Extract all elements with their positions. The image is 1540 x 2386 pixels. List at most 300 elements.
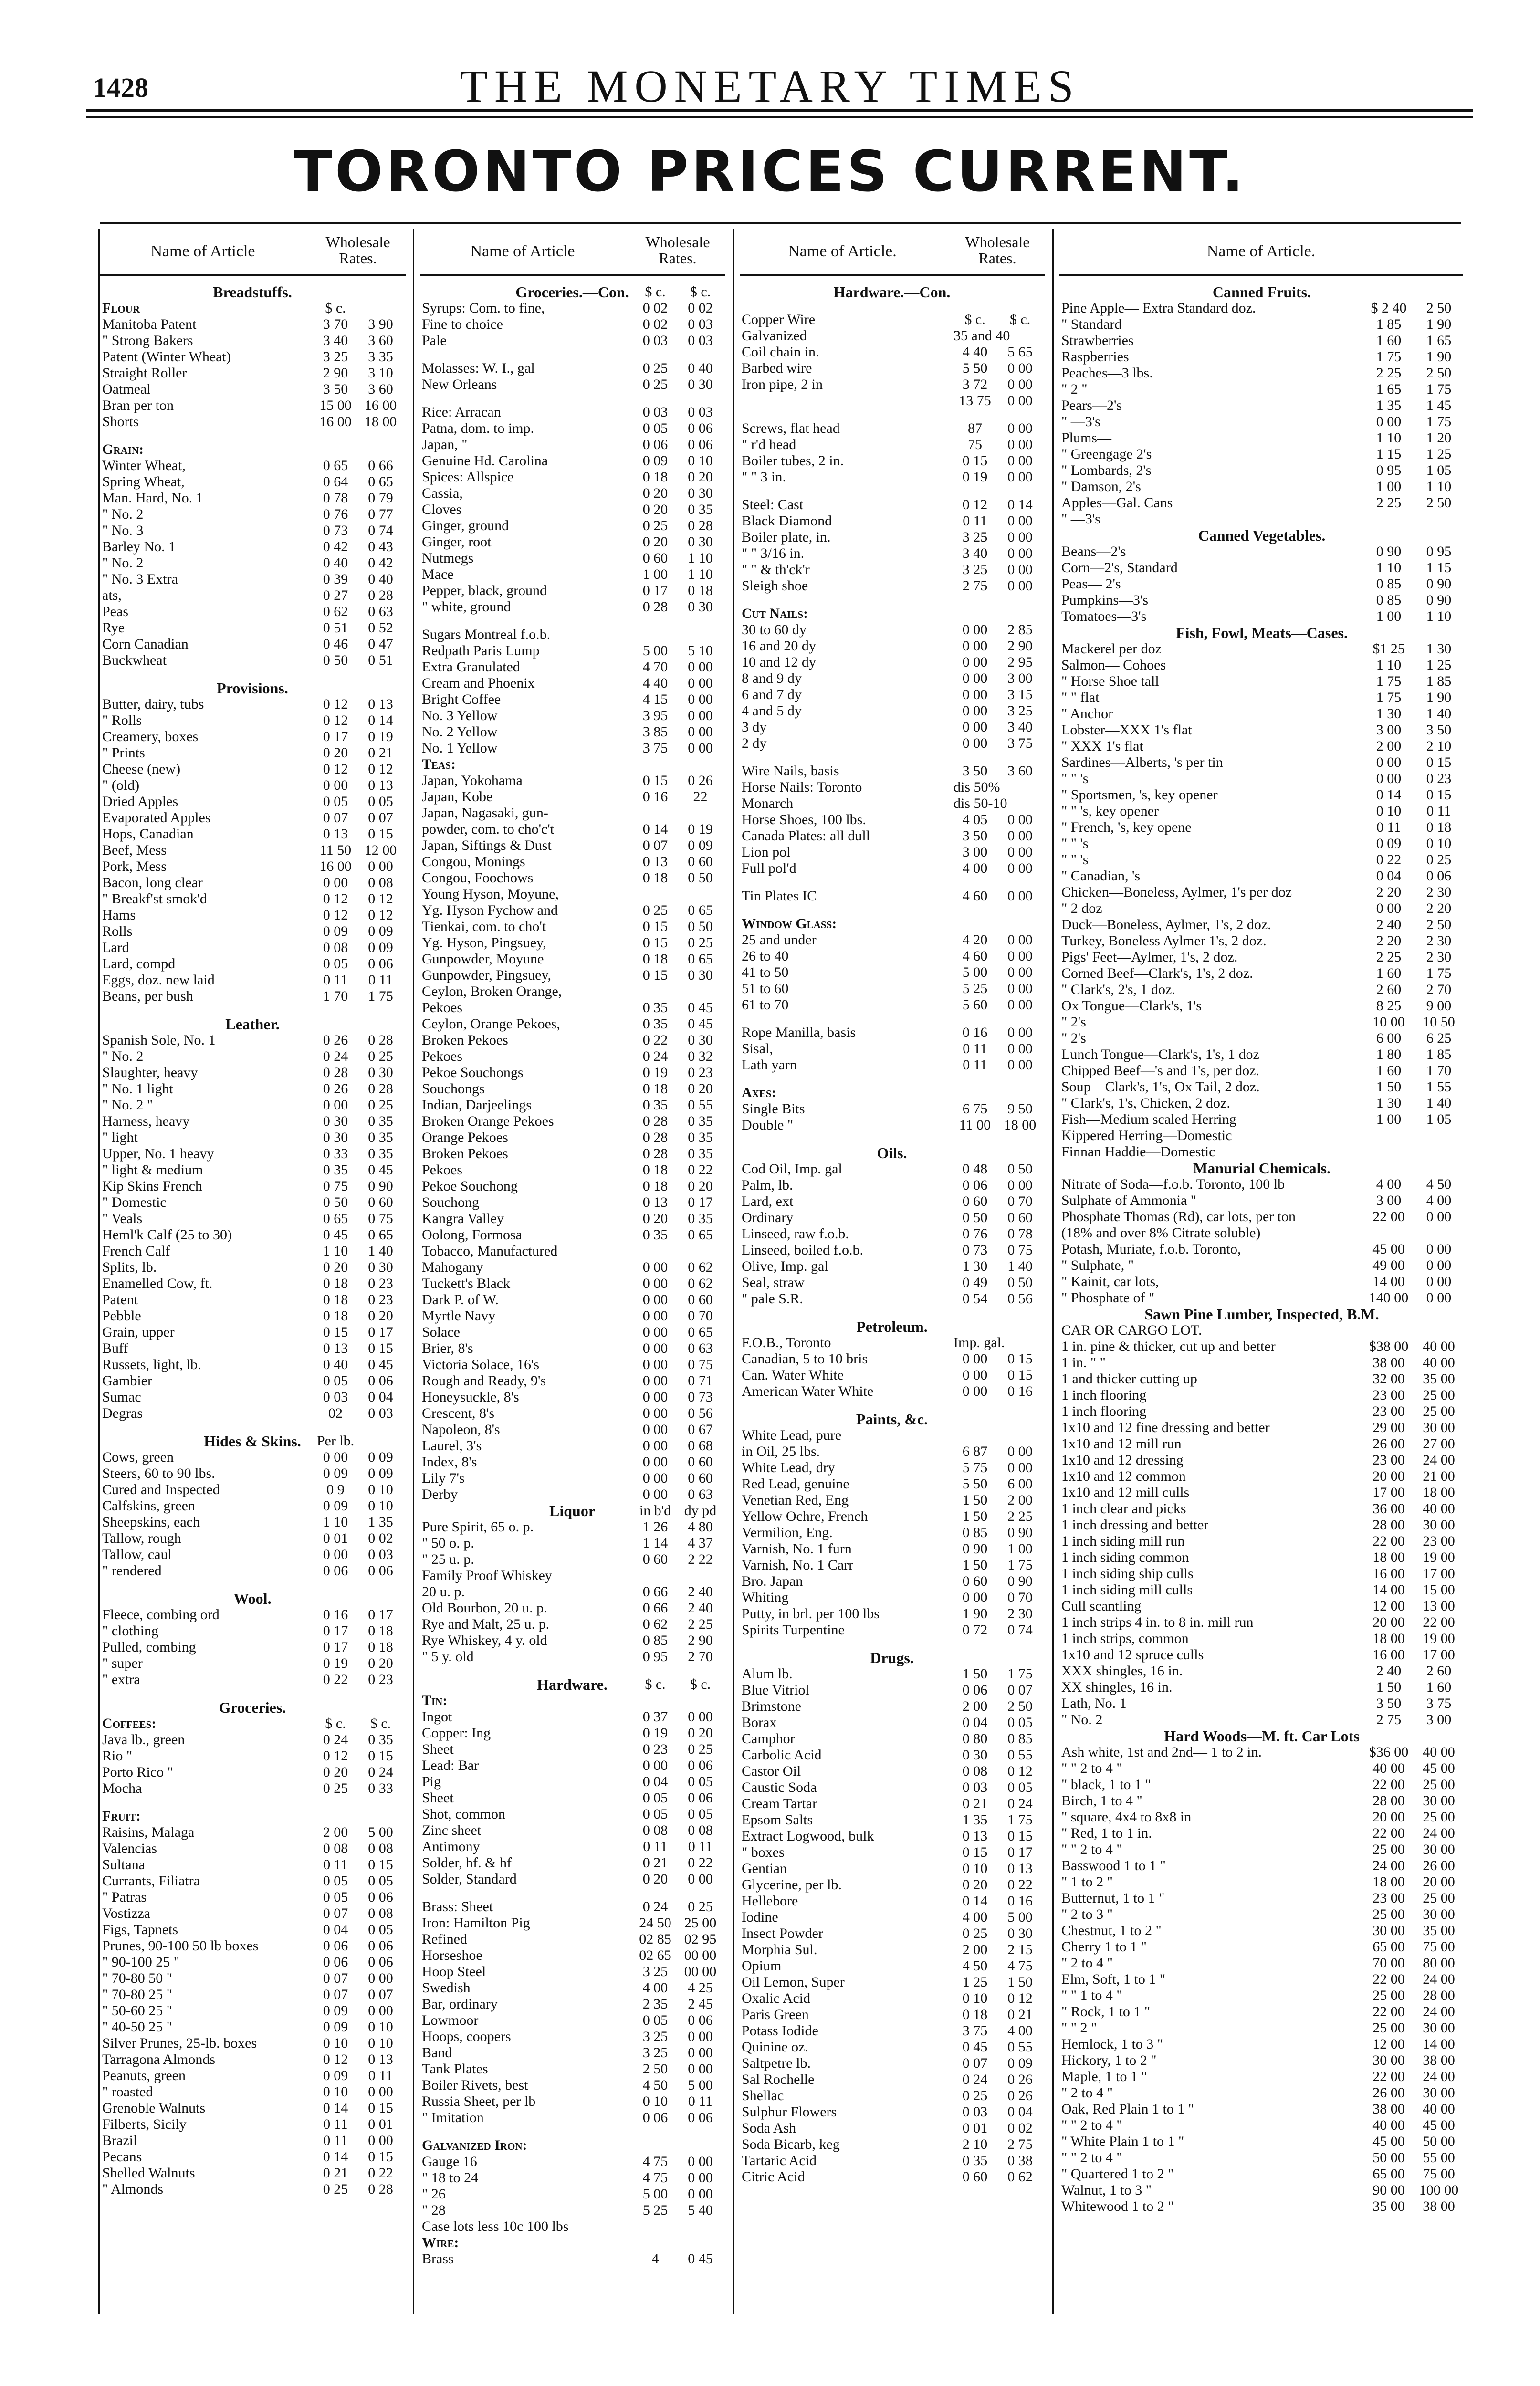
rate-high: 0 03 <box>688 316 713 332</box>
rate-high: 0 05 <box>368 1873 393 1889</box>
rate-high: 0 16 <box>1007 1893 1033 1909</box>
rate-low: 1 30 <box>1376 706 1402 722</box>
rate-high: 0 51 <box>368 652 393 668</box>
rate-low: 0 07 <box>323 1905 348 1921</box>
article-name: Laurel, 3's <box>422 1438 482 1454</box>
rate-high: 0 00 <box>1007 562 1033 577</box>
rate-high: 0 42 <box>368 555 393 571</box>
price-row <box>100 1357 406 1373</box>
rate-low: 0 11 <box>963 1057 987 1073</box>
article-name: Extract Logwood, bulk <box>742 1828 874 1844</box>
article-name: Horse Shoes, 100 lbs. <box>742 812 866 827</box>
rate-high: 2 90 <box>1007 638 1033 654</box>
article-name: 41 to 50 <box>742 964 789 980</box>
article-name: Iodine <box>742 1909 778 1925</box>
price-row <box>420 1871 725 1887</box>
article-name: Buff <box>102 1340 128 1356</box>
rate-high: 0 06 <box>688 1790 713 1806</box>
rate-low: 5 50 <box>962 360 988 376</box>
rate-low: 0 00 <box>642 1292 668 1308</box>
article-name: Cured and Inspected <box>102 1482 220 1497</box>
rate-low: 0 00 <box>642 1470 668 1486</box>
rate-low: 0 37 <box>642 1709 668 1725</box>
rate-low: 0 00 <box>962 735 988 751</box>
rate-high: 0 15 <box>368 826 393 842</box>
price-row <box>740 1335 1045 1351</box>
rate-high: 0 50 <box>1007 1275 1033 1290</box>
price-row <box>100 1563 406 1579</box>
rate-low: 1 10 <box>323 1514 348 1530</box>
rate-low: 0 00 <box>642 1438 668 1454</box>
rate-high: 17 00 <box>1423 1566 1455 1581</box>
price-row <box>420 756 725 773</box>
price-row <box>420 316 725 333</box>
rate-high: 0 20 <box>688 1178 713 1194</box>
price-row <box>100 2051 406 2068</box>
rate-high: 0 67 <box>688 1422 713 1437</box>
rate-high: 0 10 <box>1426 836 1452 851</box>
article-name: Blue Vitriol <box>742 1682 809 1698</box>
rate-low: 0 35 <box>642 1227 668 1243</box>
rate-high: 2 40 <box>688 1584 713 1600</box>
column-header <box>100 229 406 276</box>
price-row <box>420 550 725 566</box>
price-row <box>100 761 406 777</box>
rate-high: 55 00 <box>1423 2150 1455 2166</box>
rate-low: 0 26 <box>323 1081 348 1097</box>
price-row <box>100 636 406 652</box>
article-name: Lead: Bar <box>422 1758 479 1773</box>
price-row <box>740 932 1045 948</box>
rate-low: 0 16 <box>642 789 668 805</box>
rate-high: 100 00 <box>1419 2182 1459 2198</box>
rate-low: 0 23 <box>642 1741 668 1757</box>
price-row <box>420 453 725 469</box>
rate-high: 0 26 <box>688 773 713 788</box>
article-name: Corn Canadian <box>102 636 189 652</box>
rate-high: 3 90 <box>368 316 393 332</box>
rate-high: 0 30 <box>368 1065 393 1080</box>
article-name: Cream and Phoenix <box>422 675 535 691</box>
rate-high: 0 28 <box>368 1081 393 1097</box>
article-name: Sugars Montreal f.o.b. <box>422 627 551 642</box>
article-name: Provisions. <box>217 680 288 696</box>
rate-low: 25 00 <box>1372 2020 1405 2036</box>
rate-high: 0 06 <box>688 2110 713 2125</box>
rate-high: 0 00 <box>1007 997 1033 1013</box>
price-row <box>100 712 406 729</box>
price-row <box>100 1065 406 1081</box>
price-row <box>740 529 1045 545</box>
price-row <box>740 1525 1045 1541</box>
article-name: " Imitation <box>422 2110 484 2125</box>
rate-low: 20 00 <box>1372 1809 1405 1825</box>
rate-low: 1 35 <box>1376 398 1402 413</box>
article-name: Tallow, rough <box>102 1530 181 1546</box>
price-row <box>420 1709 725 1725</box>
rate-low: 0 06 <box>642 2110 668 2125</box>
rate-high: 0 24 <box>368 1764 393 1780</box>
article-name: Cloves <box>422 502 462 517</box>
price-row <box>420 1065 725 1081</box>
rate-high: 0 25 <box>368 1097 393 1113</box>
article-name: Soda Ash <box>742 2120 796 2136</box>
rate-low: 0 09 <box>323 2019 348 2035</box>
article-name: " " 's <box>1061 852 1089 868</box>
rate-low: 38 00 <box>1372 2101 1405 2117</box>
price-row <box>420 1822 725 1839</box>
article-name: 30 to 60 dy <box>742 622 807 638</box>
rate-high: 30 00 <box>1423 1517 1455 1533</box>
section-heading <box>100 1433 406 1449</box>
article-name: Prunes, 90-100 50 lb boxes <box>102 1938 259 1954</box>
rate-low: 2 75 <box>962 578 988 594</box>
price-row <box>420 1211 725 1227</box>
rate-low: $1 25 <box>1372 641 1405 657</box>
rate-high: 0 12 <box>368 761 393 777</box>
rate-low: 0 10 <box>323 2084 348 2100</box>
rate-high: 1 45 <box>1426 398 1452 413</box>
article-name: ats, <box>102 587 122 603</box>
price-row <box>420 2077 725 2093</box>
article-name: Evaporated Apples <box>102 810 211 826</box>
rate-high: 0 21 <box>368 745 393 761</box>
rate-low: 02 <box>328 1405 343 1421</box>
rate-high: 0 02 <box>1007 2120 1033 2136</box>
rate-high: 0 30 <box>368 1259 393 1275</box>
rate-high: 0 35 <box>688 1113 713 1129</box>
rate-high: 2 30 <box>1426 949 1452 965</box>
article-name: Iron pipe, 2 in <box>742 377 823 392</box>
article-name: 2 dy <box>742 735 767 751</box>
rate-high: 2 40 <box>688 1600 713 1616</box>
article-name: Brimstone <box>742 1698 801 1714</box>
rate-high: 0 07 <box>368 810 393 826</box>
rate-low: 0 85 <box>642 1633 668 1648</box>
rate-high: 0 09 <box>1007 2055 1033 2071</box>
article-name: Kip Skins French <box>102 1178 202 1194</box>
article-name: Finnan Haddie—Domestic <box>1061 1144 1215 1160</box>
price-row <box>100 1780 406 1797</box>
rate-low: 0 9 <box>326 1482 345 1497</box>
rate-low: 1 00 <box>1376 1111 1402 1127</box>
rate-high: 0 06 <box>688 437 713 452</box>
article-name: Sisal, <box>742 1041 773 1057</box>
rate-high: 3 10 <box>368 365 393 381</box>
rate-low: 0 45 <box>323 1227 348 1243</box>
rate-low: 36 00 <box>1372 1501 1405 1517</box>
rate-high: 0 28 <box>688 518 713 534</box>
price-row <box>740 1383 1045 1400</box>
rate-low: 0 05 <box>323 1889 348 1905</box>
rate-high: 0 18 <box>1426 819 1452 835</box>
article-name: Congou, Monings <box>422 854 525 869</box>
article-name: Japan, Yokohama <box>422 773 523 788</box>
rate-low: 2 00 <box>962 1698 988 1714</box>
price-row <box>740 1812 1045 1828</box>
price-row <box>420 1947 725 1964</box>
price-row <box>1059 2198 1463 2215</box>
rate-low: 22 00 <box>1372 1533 1405 1549</box>
rate-low: 0 03 <box>962 1779 988 1795</box>
price-row <box>1059 917 1463 933</box>
rate-high: 9 50 <box>1007 1101 1033 1117</box>
rate-high: 9 00 <box>1426 998 1452 1014</box>
rate-low: 87 <box>968 420 982 436</box>
article-name: Congou, Foochows <box>422 870 534 886</box>
rate-low: 17 00 <box>1372 1485 1405 1500</box>
price-row <box>740 2088 1045 2104</box>
article-name: Seal, straw <box>742 1275 805 1290</box>
rate-high: 0 00 <box>1426 1241 1452 1257</box>
article-name: Degras <box>102 1405 143 1421</box>
header-name-of-article: Name of Article <box>470 242 575 260</box>
rate-high: 0 07 <box>1007 1682 1033 1698</box>
rate-low: 0 12 <box>323 2051 348 2067</box>
rate-low: 3 72 <box>962 377 988 392</box>
price-row <box>420 886 725 902</box>
rate-high: 0 55 <box>1007 1747 1033 1763</box>
price-row <box>100 300 406 316</box>
rate-low: 0 18 <box>642 1162 668 1178</box>
rate-low: 0 00 <box>962 1351 988 1367</box>
rate-low: 0 60 <box>642 1551 668 1567</box>
rate-low: 1 26 <box>642 1519 668 1535</box>
rate-low: 0 13 <box>323 1340 348 1356</box>
title-rule <box>100 222 1461 224</box>
article-name: Morphia Sul. <box>742 1942 817 1957</box>
price-row <box>740 1242 1045 1258</box>
rate-low: 0 00 <box>642 1389 668 1405</box>
price-row <box>740 916 1045 932</box>
price-row <box>100 956 406 972</box>
price-row <box>100 1970 406 1987</box>
article-name: 1 and thicker cutting up <box>1061 1371 1197 1387</box>
article-name: Steers, 60 to 90 lbs. <box>102 1465 215 1481</box>
price-row <box>740 606 1045 622</box>
rate-high: 0 00 <box>1007 437 1033 452</box>
rate-high: 30 00 <box>1423 1420 1455 1435</box>
price-row <box>420 1243 725 1259</box>
rate-high: 30 00 <box>1423 1906 1455 1922</box>
article-name: Lily 7's <box>422 1470 465 1486</box>
rate-low: 0 73 <box>323 523 348 538</box>
rate-low: 3 70 <box>323 316 348 332</box>
price-row <box>420 1774 725 1790</box>
rate-high: 0 00 <box>688 691 713 707</box>
article-name: " clothing <box>102 1623 159 1639</box>
rate-high: 2 50 <box>1426 495 1452 511</box>
rate-low: 0 66 <box>642 1584 668 1600</box>
rate-high: 0 66 <box>368 458 393 473</box>
rate-low: 18 00 <box>1372 1874 1405 1890</box>
rate-high: 0 00 <box>1426 1209 1452 1224</box>
price-row <box>100 1243 406 1259</box>
article-name: Canned Vegetables. <box>1198 527 1326 544</box>
rate-high: 0 21 <box>1007 2007 1033 2022</box>
rate-low: 90 00 <box>1372 2182 1405 2198</box>
price-row <box>1059 316 1463 333</box>
price-row <box>420 1741 725 1758</box>
article-name: " Canadian, 's <box>1061 868 1141 884</box>
rate-high: 0 24 <box>1007 1796 1033 1811</box>
price-row <box>100 810 406 826</box>
price-row <box>740 638 1045 654</box>
rate-high: 0 05 <box>688 1806 713 1822</box>
rate-high: 0 20 <box>688 1725 713 1741</box>
rate-high: 6 00 <box>1007 1476 1033 1492</box>
price-row <box>100 1954 406 1970</box>
rate-high: 1 30 <box>1426 641 1452 657</box>
rate-low: 0 30 <box>962 1747 988 1763</box>
rate-low: 0 18 <box>642 951 668 967</box>
section-heading <box>1059 1306 1463 1322</box>
price-row <box>420 1081 725 1097</box>
rate-low: 0 22 <box>1376 852 1402 868</box>
price-row <box>740 1367 1045 1383</box>
article-name: Window Glass: <box>742 916 837 931</box>
article-name: Oils. <box>877 1145 907 1161</box>
article-name: Horseshoe <box>422 1947 482 1963</box>
price-row <box>740 1747 1045 1763</box>
rate-high: 0 32 <box>688 1048 713 1064</box>
rate-high: 0 38 <box>1007 2153 1033 2168</box>
article-name: Mackerel per doz <box>1061 641 1162 657</box>
price-row <box>420 1519 725 1535</box>
article-name: 1 inch siding mill run <box>1061 1533 1185 1549</box>
article-name: Sulphate of Ammonia " <box>1061 1193 1197 1208</box>
price-row <box>1059 706 1463 722</box>
price-row <box>1059 576 1463 592</box>
price-row <box>1059 1095 1463 1111</box>
rate-low: 0 09 <box>642 453 668 469</box>
rate-low: 20 00 <box>1372 1614 1405 1630</box>
rate-high: 30 00 <box>1423 2020 1455 2036</box>
rate-low: 3 40 <box>323 333 348 348</box>
rate-low: 30 00 <box>1372 1923 1405 1938</box>
rate-low: 0 20 <box>962 1877 988 1893</box>
price-row <box>1059 1598 1463 1614</box>
rate-low: 0 20 <box>642 485 668 501</box>
rate-high: 0 00 <box>688 2154 713 2169</box>
rate-low: 140 00 <box>1369 1290 1409 1306</box>
rate-high: 0 15 <box>1426 787 1452 803</box>
article-name: (18% and over 8% Citrate soluble) <box>1061 1225 1261 1241</box>
article-name: " 70-80 25 " <box>102 1987 172 2002</box>
price-row <box>1059 1923 1463 1939</box>
rate-low: 0 30 <box>323 1130 348 1145</box>
rate-high: 25 00 <box>684 1915 717 1931</box>
article-name: Shelled Walnuts <box>102 2165 195 2181</box>
rate-high: 0 23 <box>688 1065 713 1080</box>
price-row <box>100 1097 406 1113</box>
article-name: Beef, Mess <box>102 842 167 858</box>
price-row <box>420 1551 725 1568</box>
price-row <box>1059 2117 1463 2134</box>
price-row <box>420 708 725 724</box>
rate-high: 0 11 <box>1426 803 1451 819</box>
article-name: Sheepskins, each <box>102 1514 200 1530</box>
rate-high: 0 22 <box>688 1162 713 1178</box>
rate-low: 0 00 <box>642 1373 668 1389</box>
row-spacer <box>100 430 406 441</box>
rate-high: 1 50 <box>1007 1974 1033 1990</box>
rate-low: 0 07 <box>642 837 668 853</box>
header-name-of-article: Name of Article. <box>788 242 897 260</box>
rate-high: 0 04 <box>1007 2104 1033 2120</box>
rate-high: 0 06 <box>368 1954 393 1970</box>
rate-high: 1 75 <box>368 988 393 1004</box>
article-name: " Strong Bakers <box>102 333 193 348</box>
rate-high: 0 45 <box>688 1000 713 1015</box>
article-name: Mahogany <box>422 1259 483 1275</box>
article-name: Broken Pekoes <box>422 1146 508 1162</box>
price-row <box>420 566 725 583</box>
rate-low: 0 28 <box>323 1065 348 1080</box>
rate-high: 0 15 <box>368 2100 393 2116</box>
header-wholesale-rates: Wholesale Rates. <box>645 233 710 267</box>
article-name: Sawn Pine Lumber, Inspected, B.M. <box>1144 1306 1379 1322</box>
rate-high: 40 00 <box>1423 1744 1455 1760</box>
rate-low: 0 07 <box>323 1970 348 1986</box>
rate-low: 0 02 <box>642 300 668 316</box>
price-list <box>740 284 1045 2185</box>
price-row <box>100 539 406 555</box>
rate-low: 0 00 <box>642 1405 668 1421</box>
rate-low: 0 22 <box>642 1032 668 1048</box>
rate-high: 0 35 <box>368 1732 393 1748</box>
article-name: Slaughter, heavy <box>102 1065 198 1080</box>
row-spacer <box>740 409 1045 420</box>
rate-high: 24 00 <box>1423 1452 1455 1468</box>
rate-low: 0 05 <box>323 1373 348 1389</box>
rate-low: 5 75 <box>962 1460 988 1476</box>
article-name: Peas— 2's <box>1061 576 1121 592</box>
article-name: Splits, lb. <box>102 1259 157 1275</box>
rate-high: 0 30 <box>688 485 713 501</box>
price-row <box>1059 819 1463 836</box>
article-name: " Quartered 1 to 2 " <box>1061 2166 1174 2182</box>
rate-low: 0 00 <box>962 670 988 686</box>
price-row <box>740 1057 1045 1073</box>
article-name: Grain: <box>102 441 144 457</box>
rate-high: 0 00 <box>688 724 713 740</box>
rate-high: 0 40 <box>368 571 393 587</box>
rate-low: 5 50 <box>962 1476 988 1492</box>
article-name: Indian, Darjeelings <box>422 1097 532 1113</box>
rate-high: 75 00 <box>1423 1939 1455 1955</box>
article-name: Lunch Tongue—Clark's, 1's, 1 doz <box>1061 1046 1259 1062</box>
rate-low: 1 50 <box>962 1492 988 1508</box>
price-row <box>100 349 406 365</box>
rate-low: 2 25 <box>1376 949 1402 965</box>
rate-high: 0 71 <box>688 1373 713 1389</box>
rate-high: 1 55 <box>1426 1079 1452 1095</box>
article-name: Russets, light, lb. <box>102 1357 201 1372</box>
rate-high: 10 50 <box>1423 1014 1455 1030</box>
article-name: Linseed, boiled f.o.b. <box>742 1242 863 1258</box>
price-row <box>1059 462 1463 479</box>
rate-high: 0 60 <box>1007 1210 1033 1225</box>
rate-high: 2 25 <box>688 1616 713 1632</box>
article-name: Single Bits <box>742 1101 805 1117</box>
rate-high: 0 03 <box>368 1405 393 1421</box>
article-name: " " 2 to 4 " <box>1061 1760 1122 1776</box>
price-row <box>740 1557 1045 1573</box>
rate-low: 0 65 <box>323 1211 348 1226</box>
price-row <box>1059 446 1463 462</box>
header-wholesale-rates: Wholesale Rates. <box>965 233 1030 267</box>
